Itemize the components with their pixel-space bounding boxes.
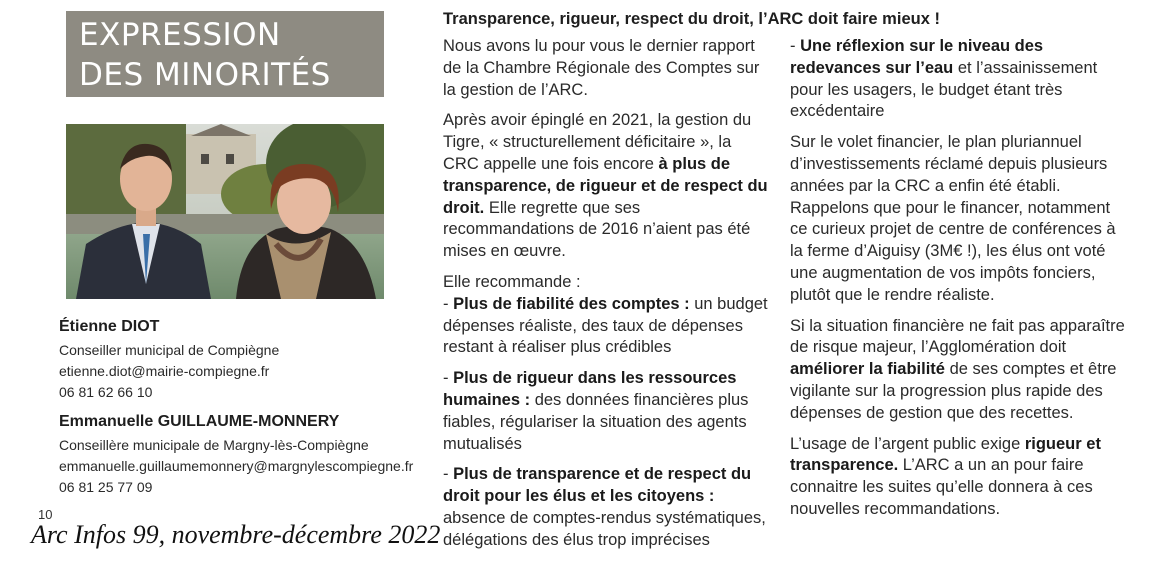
councillors-photo — [66, 124, 384, 299]
article-column-left — [443, 36, 770, 561]
contact-name: Emmanuelle GUILLAUME-MONNERY — [59, 413, 340, 430]
paragraph: L’usage de l’argent public exige rigueur et transparence. L’ARC a un an pour faire connaitre les suites qu’elle donnera à ces nouvelles recommandations. — [790, 434, 1101, 518]
paragraph: - Plus de fiabilité des comptes : un budget dépenses réaliste, des taux de dépenses restant à réaliser plus crédibles — [443, 294, 768, 357]
contact-role: Conseillère municipale de Margny-lès-Compiègne — [59, 437, 369, 453]
paragraph: - Une réflexion sur le niveau des redevances sur l’eau et l’assainissement pour les usagers, le budget étant très excédentaire — [790, 37, 1098, 121]
contact-card — [59, 413, 439, 498]
paragraph: Sur le volet financier, le plan pluriannuel d’investissements réclamé depuis plusieurs années par la CRC a enfin été établi. Rappelons que pour le financer, notamment ce curieux projet de centre de conférences à la ferme d’Aiguisy (3M€ !), les élus ont voté une augmentation de vos impôts fonciers, plutôt que le rendre réaliste. — [790, 133, 1116, 304]
paragraph: Elle recommande : — [443, 272, 581, 291]
header-line-2: DES MINORITÉS — [79, 57, 331, 93]
contact-name: Étienne DIOT — [59, 318, 160, 335]
article-column-right — [790, 36, 1130, 530]
contact-email[interactable]: emmanuelle.guillaumemonnery@margnylescompiegne.fr — [59, 458, 414, 474]
paragraph: - Plus de rigueur dans les ressources humaines : des données financières plus fiables, régulariser la situation des agents mutualisés — [443, 369, 749, 453]
article-title: Transparence, rigueur, respect du droit, l’ARC doit faire mieux ! — [443, 10, 940, 28]
header-line-1: EXPRESSION — [79, 17, 281, 53]
paragraph: Nous avons lu pour vous le dernier rapport de la Chambre Régionale des Comptes sur la gestion de l’ARC. — [443, 37, 760, 99]
paragraph: Après avoir épinglé en 2021, la gestion du Tigre, « structurellement déficitaire », la CRC appelle une fois encore à plus de transparence, de rigueur et de respect du droit. Elle regrette que ses recommandations de 2016 n’aient pas été mises en œuvre. — [443, 111, 768, 261]
paragraph: - Plus de transparence et de respect du droit pour les élus et les citoyens : absence de comptes-rendus systématiques, délégations des élus trop imprécises — [443, 465, 766, 549]
contact-email[interactable]: etienne.diot@mairie-compiegne.fr — [59, 363, 270, 379]
contact-phone: 06 81 62 66 10 — [59, 384, 153, 400]
page-number: 10 — [38, 507, 53, 522]
contact-role: Conseiller municipal de Compiègne — [59, 342, 280, 358]
section-header — [66, 11, 384, 97]
publication-caption: Arc Infos 99, novembre-décembre 2022 — [31, 520, 441, 549]
contact-card — [59, 318, 439, 403]
paragraph: Si la situation financière ne fait pas apparaître de risque majeur, l’Agglomération doit améliorer la fiabilité de ses comptes et être vigilante sur la progression plus rapide des dépenses de gestion que des recettes. — [790, 316, 1125, 422]
contact-phone: 06 81 25 77 09 — [59, 479, 153, 495]
